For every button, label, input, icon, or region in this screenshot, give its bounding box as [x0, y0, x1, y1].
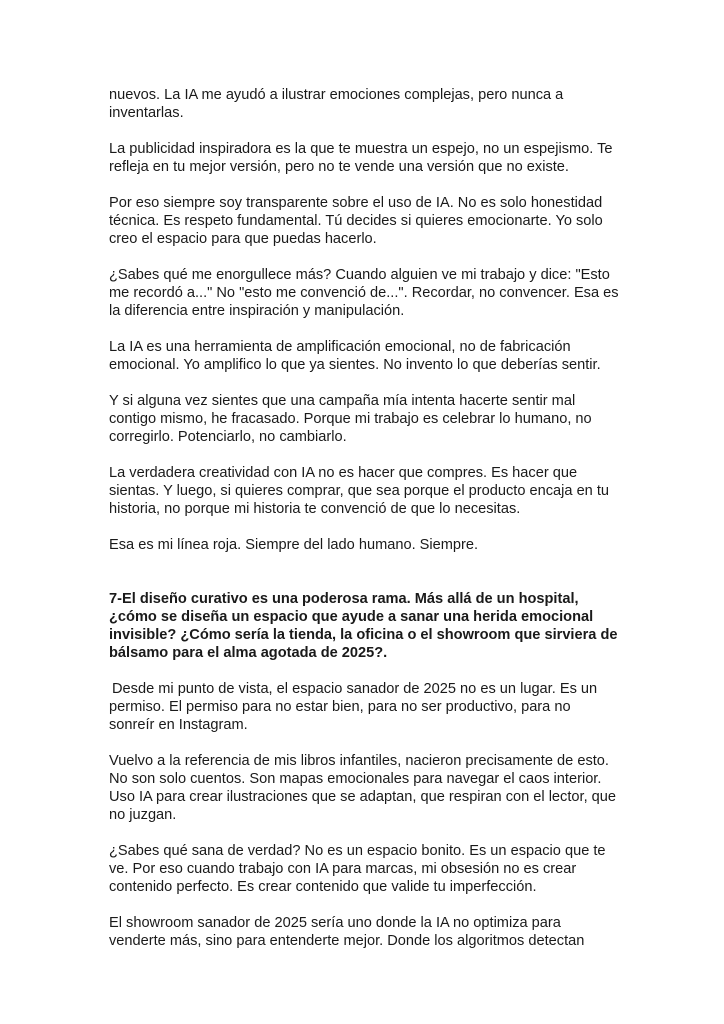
paragraph: Desde mi punto de vista, el espacio sanador de 2025 no es un lugar. Es un permiso. El permiso para no estar bien, para no ser productivo, para no sonreír en Instagram. [109, 681, 598, 733]
paragraph: nuevos. La IA me ayudó a ilustrar emociones complejas, pero nunca a inventarlas. [109, 87, 564, 121]
paragraph: ¿Sabes qué sana de verdad? No es un espacio bonito. Es un espacio que te ve. Por eso cuando trabajo con IA para marcas, mi obsesión no es crear contenido perfecto. Es crear contenido que valide tu imperfección. [109, 843, 606, 895]
paragraph: La verdadera creatividad con IA no es hacer que compres. Es hacer que sientas. Y luego, si quieres comprar, que sea porque el producto encaja en tu historia, no porque mi historia te convenció de que lo necesitas. [109, 465, 610, 517]
paragraph: La publicidad inspiradora es la que te muestra un espejo, no un espejismo. Te refleja en tu mejor versión, pero no te vende una versión que no existe. [109, 141, 613, 175]
document-body [109, 86, 619, 968]
paragraph: La IA es una herramienta de amplificación emocional, no de fabricación emocional. Yo amplifico lo que ya sientes. No invento lo que deberías sentir. [109, 339, 601, 373]
paragraph: Y si alguna vez sientes que una campaña mía intenta hacerte sentir mal contigo mismo, he fracasado. Porque mi trabajo es celebrar lo humano, no corregirlo. Potenciarlo, no cambiarlo. [109, 393, 592, 445]
paragraph: El showroom sanador de 2025 sería uno donde la IA no optimiza para venderte más, sino para entenderte mejor. Donde los algoritmos detectan [109, 915, 585, 949]
paragraph: Por eso siempre soy transparente sobre el uso de IA. No es solo honestidad técnica. Es respeto fundamental. Tú decides si quieres emocionarte. Yo solo creo el espacio para que puedas hacerlo. [109, 195, 603, 247]
paragraph: Vuelvo a la referencia de mis libros infantiles, nacieron precisamente de esto. No son solo cuentos. Son mapas emocionales para navegar el caos interior. Uso IA para crear ilustraciones que se adaptan, que respiran con el lector, que no juzgan. [109, 753, 617, 823]
interview-question: 7-El diseño curativo es una poderosa rama. Más allá de un hospital, ¿cómo se diseña un espacio que ayude a sanar una herida emocional invisible? ¿Cómo sería la tienda, la oficina o el showroom que sirviera de bálsamo para el alma agotada de 2025?. [109, 591, 618, 661]
paragraph: ¿Sabes qué me enorgullece más? Cuando alguien ve mi trabajo y dice: "Esto me recordó a..." No "esto me convenció de...". Recordar, no convencer. Esa es la diferencia entre inspiración y manipulación. [109, 267, 619, 319]
paragraph: Esa es mi línea roja. Siempre del lado humano. Siempre. [109, 537, 479, 553]
